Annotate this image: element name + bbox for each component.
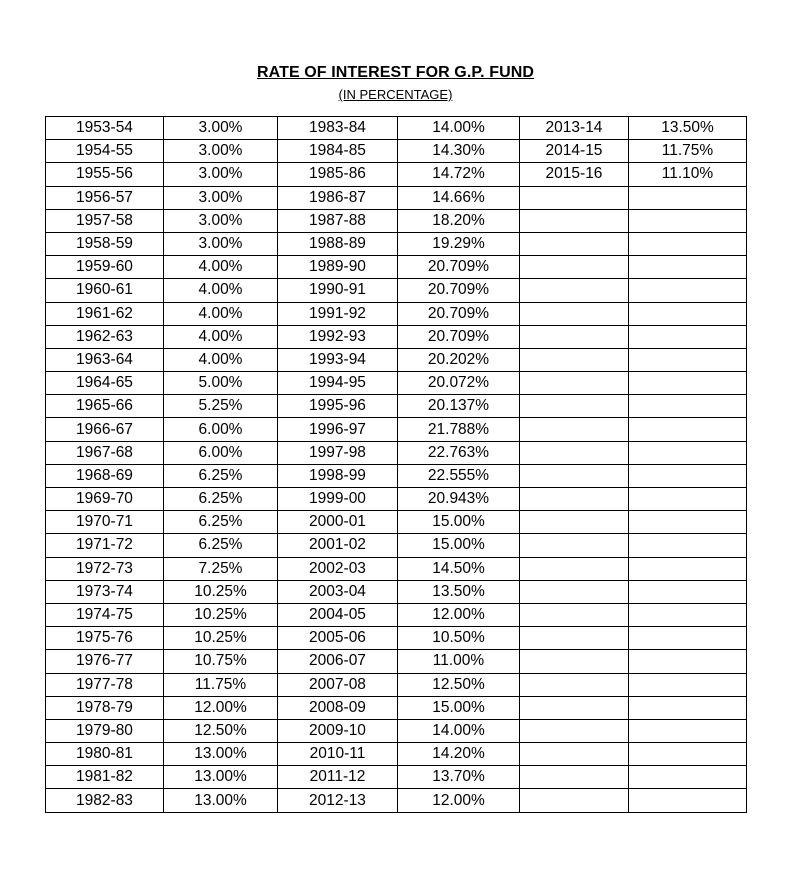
rate-cell: 20.709% bbox=[398, 279, 520, 302]
year-cell: 1959-60 bbox=[46, 256, 164, 279]
rate-cell: 5.00% bbox=[164, 372, 278, 395]
year-cell: 1957-58 bbox=[46, 209, 164, 232]
year-cell: 1991-92 bbox=[278, 302, 398, 325]
year-cell: 1988-89 bbox=[278, 232, 398, 255]
rate-cell: 12.00% bbox=[398, 603, 520, 626]
year-cell bbox=[520, 511, 629, 534]
rate-cell: 20.137% bbox=[398, 395, 520, 418]
rate-cell: 3.00% bbox=[164, 117, 278, 140]
rate-cell bbox=[629, 673, 747, 696]
year-cell bbox=[520, 650, 629, 673]
year-cell bbox=[520, 603, 629, 626]
rate-cell: 14.20% bbox=[398, 743, 520, 766]
year-cell bbox=[520, 719, 629, 742]
table-row bbox=[46, 673, 747, 696]
year-cell bbox=[520, 627, 629, 650]
table-row bbox=[46, 743, 747, 766]
table-row bbox=[46, 302, 747, 325]
rate-cell bbox=[629, 789, 747, 812]
interest-rate-table-body bbox=[46, 117, 747, 813]
page-title: RATE OF INTEREST FOR G.P. FUND bbox=[256, 64, 535, 81]
rate-cell: 11.75% bbox=[164, 673, 278, 696]
rate-cell: 13.70% bbox=[398, 766, 520, 789]
table-row bbox=[46, 650, 747, 673]
table-row bbox=[46, 140, 747, 163]
year-cell: 1976-77 bbox=[46, 650, 164, 673]
table-row bbox=[46, 209, 747, 232]
rate-cell: 13.50% bbox=[398, 580, 520, 603]
table-row bbox=[46, 117, 747, 140]
year-cell: 1981-82 bbox=[46, 766, 164, 789]
table-row bbox=[46, 580, 747, 603]
rate-cell: 11.00% bbox=[398, 650, 520, 673]
year-cell: 1995-96 bbox=[278, 395, 398, 418]
page-subtitle: (IN PERCENTAGE) bbox=[338, 87, 453, 102]
year-cell: 2006-07 bbox=[278, 650, 398, 673]
rate-cell: 21.788% bbox=[398, 418, 520, 441]
year-cell: 1973-74 bbox=[46, 580, 164, 603]
year-cell bbox=[520, 232, 629, 255]
rate-cell: 3.00% bbox=[164, 232, 278, 255]
table-row bbox=[46, 534, 747, 557]
rate-cell: 4.00% bbox=[164, 279, 278, 302]
year-cell bbox=[520, 696, 629, 719]
table-row bbox=[46, 372, 747, 395]
rate-cell: 20.709% bbox=[398, 302, 520, 325]
table-row bbox=[46, 789, 747, 812]
year-cell bbox=[520, 464, 629, 487]
rate-cell: 7.25% bbox=[164, 557, 278, 580]
year-cell: 1965-66 bbox=[46, 395, 164, 418]
year-cell: 1964-65 bbox=[46, 372, 164, 395]
rate-cell bbox=[629, 534, 747, 557]
year-cell: 1956-57 bbox=[46, 186, 164, 209]
year-cell bbox=[520, 673, 629, 696]
table-row bbox=[46, 488, 747, 511]
rate-cell: 15.00% bbox=[398, 696, 520, 719]
rate-cell: 13.00% bbox=[164, 766, 278, 789]
year-cell: 1979-80 bbox=[46, 719, 164, 742]
rate-cell: 13.00% bbox=[164, 743, 278, 766]
rate-cell bbox=[629, 348, 747, 371]
year-cell: 1971-72 bbox=[46, 534, 164, 557]
rate-cell: 12.00% bbox=[398, 789, 520, 812]
table-row bbox=[46, 163, 747, 186]
year-cell: 1990-91 bbox=[278, 279, 398, 302]
year-cell: 1986-87 bbox=[278, 186, 398, 209]
year-cell: 1972-73 bbox=[46, 557, 164, 580]
year-cell bbox=[520, 743, 629, 766]
rate-cell bbox=[629, 186, 747, 209]
year-cell: 1970-71 bbox=[46, 511, 164, 534]
year-cell: 1969-70 bbox=[46, 488, 164, 511]
rate-cell bbox=[629, 650, 747, 673]
year-cell bbox=[520, 395, 629, 418]
year-cell bbox=[520, 488, 629, 511]
rate-cell bbox=[629, 418, 747, 441]
rate-cell bbox=[629, 279, 747, 302]
year-cell: 2009-10 bbox=[278, 719, 398, 742]
year-cell: 1998-99 bbox=[278, 464, 398, 487]
table-row bbox=[46, 395, 747, 418]
year-cell: 2011-12 bbox=[278, 766, 398, 789]
year-cell: 2002-03 bbox=[278, 557, 398, 580]
year-cell bbox=[520, 557, 629, 580]
year-cell: 1977-78 bbox=[46, 673, 164, 696]
year-cell bbox=[520, 256, 629, 279]
year-cell: 1996-97 bbox=[278, 418, 398, 441]
year-cell bbox=[520, 209, 629, 232]
year-cell: 1961-62 bbox=[46, 302, 164, 325]
year-cell bbox=[520, 279, 629, 302]
rate-cell bbox=[629, 395, 747, 418]
rate-cell: 18.20% bbox=[398, 209, 520, 232]
rate-cell: 11.10% bbox=[629, 163, 747, 186]
rate-cell: 20.202% bbox=[398, 348, 520, 371]
rate-cell bbox=[629, 209, 747, 232]
rate-cell bbox=[629, 488, 747, 511]
year-cell: 2005-06 bbox=[278, 627, 398, 650]
year-cell: 2012-13 bbox=[278, 789, 398, 812]
rate-cell: 3.00% bbox=[164, 140, 278, 163]
rate-cell: 4.00% bbox=[164, 256, 278, 279]
year-cell bbox=[520, 325, 629, 348]
rate-cell: 12.50% bbox=[164, 719, 278, 742]
rate-cell: 15.00% bbox=[398, 511, 520, 534]
rate-cell bbox=[629, 557, 747, 580]
year-cell: 1987-88 bbox=[278, 209, 398, 232]
rate-cell bbox=[629, 441, 747, 464]
rate-cell: 4.00% bbox=[164, 325, 278, 348]
rate-cell: 10.25% bbox=[164, 603, 278, 626]
year-cell bbox=[520, 418, 629, 441]
rate-cell: 20.072% bbox=[398, 372, 520, 395]
rate-cell: 3.00% bbox=[164, 186, 278, 209]
table-row bbox=[46, 418, 747, 441]
rate-cell: 22.763% bbox=[398, 441, 520, 464]
year-cell: 1974-75 bbox=[46, 603, 164, 626]
rate-cell: 5.25% bbox=[164, 395, 278, 418]
table-row bbox=[46, 325, 747, 348]
year-cell: 2004-05 bbox=[278, 603, 398, 626]
rate-cell bbox=[629, 511, 747, 534]
interest-rate-table bbox=[45, 116, 747, 813]
table-row bbox=[46, 627, 747, 650]
year-cell: 1985-86 bbox=[278, 163, 398, 186]
rate-cell: 19.29% bbox=[398, 232, 520, 255]
year-cell: 2013-14 bbox=[520, 117, 629, 140]
rate-cell: 6.25% bbox=[164, 488, 278, 511]
year-cell: 1992-93 bbox=[278, 325, 398, 348]
rate-cell: 22.555% bbox=[398, 464, 520, 487]
rate-cell: 13.50% bbox=[629, 117, 747, 140]
year-cell bbox=[520, 441, 629, 464]
table-row bbox=[46, 348, 747, 371]
rate-cell: 3.00% bbox=[164, 209, 278, 232]
table-row bbox=[46, 279, 747, 302]
rate-cell bbox=[629, 256, 747, 279]
rate-cell bbox=[629, 743, 747, 766]
rate-cell bbox=[629, 696, 747, 719]
year-cell: 1968-69 bbox=[46, 464, 164, 487]
rate-cell: 6.25% bbox=[164, 511, 278, 534]
year-cell: 2014-15 bbox=[520, 140, 629, 163]
year-cell: 1963-64 bbox=[46, 348, 164, 371]
year-cell: 1993-94 bbox=[278, 348, 398, 371]
table-row bbox=[46, 557, 747, 580]
rate-cell: 6.00% bbox=[164, 418, 278, 441]
year-cell: 1984-85 bbox=[278, 140, 398, 163]
year-cell: 1978-79 bbox=[46, 696, 164, 719]
year-cell bbox=[520, 372, 629, 395]
rate-cell: 14.50% bbox=[398, 557, 520, 580]
rate-cell: 6.25% bbox=[164, 534, 278, 557]
rate-cell: 15.00% bbox=[398, 534, 520, 557]
year-cell bbox=[520, 534, 629, 557]
year-cell: 2003-04 bbox=[278, 580, 398, 603]
year-cell: 1997-98 bbox=[278, 441, 398, 464]
year-cell: 2008-09 bbox=[278, 696, 398, 719]
rate-cell: 13.00% bbox=[164, 789, 278, 812]
rate-cell bbox=[629, 325, 747, 348]
rate-cell: 20.709% bbox=[398, 256, 520, 279]
rate-cell: 14.00% bbox=[398, 719, 520, 742]
year-cell: 1975-76 bbox=[46, 627, 164, 650]
year-cell: 1958-59 bbox=[46, 232, 164, 255]
rate-cell: 12.00% bbox=[164, 696, 278, 719]
rate-cell: 14.72% bbox=[398, 163, 520, 186]
year-cell: 1982-83 bbox=[46, 789, 164, 812]
year-cell: 1955-56 bbox=[46, 163, 164, 186]
rate-cell: 10.75% bbox=[164, 650, 278, 673]
rate-cell: 10.50% bbox=[398, 627, 520, 650]
rate-cell bbox=[629, 464, 747, 487]
rate-cell bbox=[629, 627, 747, 650]
year-cell: 1994-95 bbox=[278, 372, 398, 395]
rate-cell: 3.00% bbox=[164, 163, 278, 186]
year-cell: 1953-54 bbox=[46, 117, 164, 140]
table-row bbox=[46, 603, 747, 626]
table-row bbox=[46, 186, 747, 209]
year-cell: 1983-84 bbox=[278, 117, 398, 140]
rate-cell: 20.709% bbox=[398, 325, 520, 348]
year-cell: 2015-16 bbox=[520, 163, 629, 186]
rate-cell: 12.50% bbox=[398, 673, 520, 696]
rate-cell: 14.30% bbox=[398, 140, 520, 163]
table-row bbox=[46, 464, 747, 487]
rate-cell bbox=[629, 719, 747, 742]
year-cell: 1962-63 bbox=[46, 325, 164, 348]
year-cell bbox=[520, 766, 629, 789]
table-row bbox=[46, 766, 747, 789]
table-row bbox=[46, 719, 747, 742]
rate-cell: 6.00% bbox=[164, 441, 278, 464]
year-cell: 2007-08 bbox=[278, 673, 398, 696]
rate-cell bbox=[629, 603, 747, 626]
rate-cell bbox=[629, 302, 747, 325]
rate-cell bbox=[629, 372, 747, 395]
year-cell: 1954-55 bbox=[46, 140, 164, 163]
year-cell: 1966-67 bbox=[46, 418, 164, 441]
year-cell: 2000-01 bbox=[278, 511, 398, 534]
rate-cell: 14.00% bbox=[398, 117, 520, 140]
year-cell bbox=[520, 580, 629, 603]
year-cell bbox=[520, 302, 629, 325]
rate-cell bbox=[629, 766, 747, 789]
year-cell: 2010-11 bbox=[278, 743, 398, 766]
rate-cell: 10.25% bbox=[164, 580, 278, 603]
year-cell: 1989-90 bbox=[278, 256, 398, 279]
year-cell bbox=[520, 186, 629, 209]
year-cell bbox=[520, 789, 629, 812]
rate-cell bbox=[629, 580, 747, 603]
year-cell: 1980-81 bbox=[46, 743, 164, 766]
year-cell: 1960-61 bbox=[46, 279, 164, 302]
rate-cell: 4.00% bbox=[164, 348, 278, 371]
rate-cell: 20.943% bbox=[398, 488, 520, 511]
table-row bbox=[46, 256, 747, 279]
year-cell: 2001-02 bbox=[278, 534, 398, 557]
year-cell: 1967-68 bbox=[46, 441, 164, 464]
rate-cell: 10.25% bbox=[164, 627, 278, 650]
rate-cell: 14.66% bbox=[398, 186, 520, 209]
table-row bbox=[46, 511, 747, 534]
table-row bbox=[46, 696, 747, 719]
table-row bbox=[46, 232, 747, 255]
rate-cell bbox=[629, 232, 747, 255]
rate-cell: 4.00% bbox=[164, 302, 278, 325]
year-cell bbox=[520, 348, 629, 371]
rate-cell: 11.75% bbox=[629, 140, 747, 163]
table-row bbox=[46, 441, 747, 464]
year-cell: 1999-00 bbox=[278, 488, 398, 511]
rate-cell: 6.25% bbox=[164, 464, 278, 487]
